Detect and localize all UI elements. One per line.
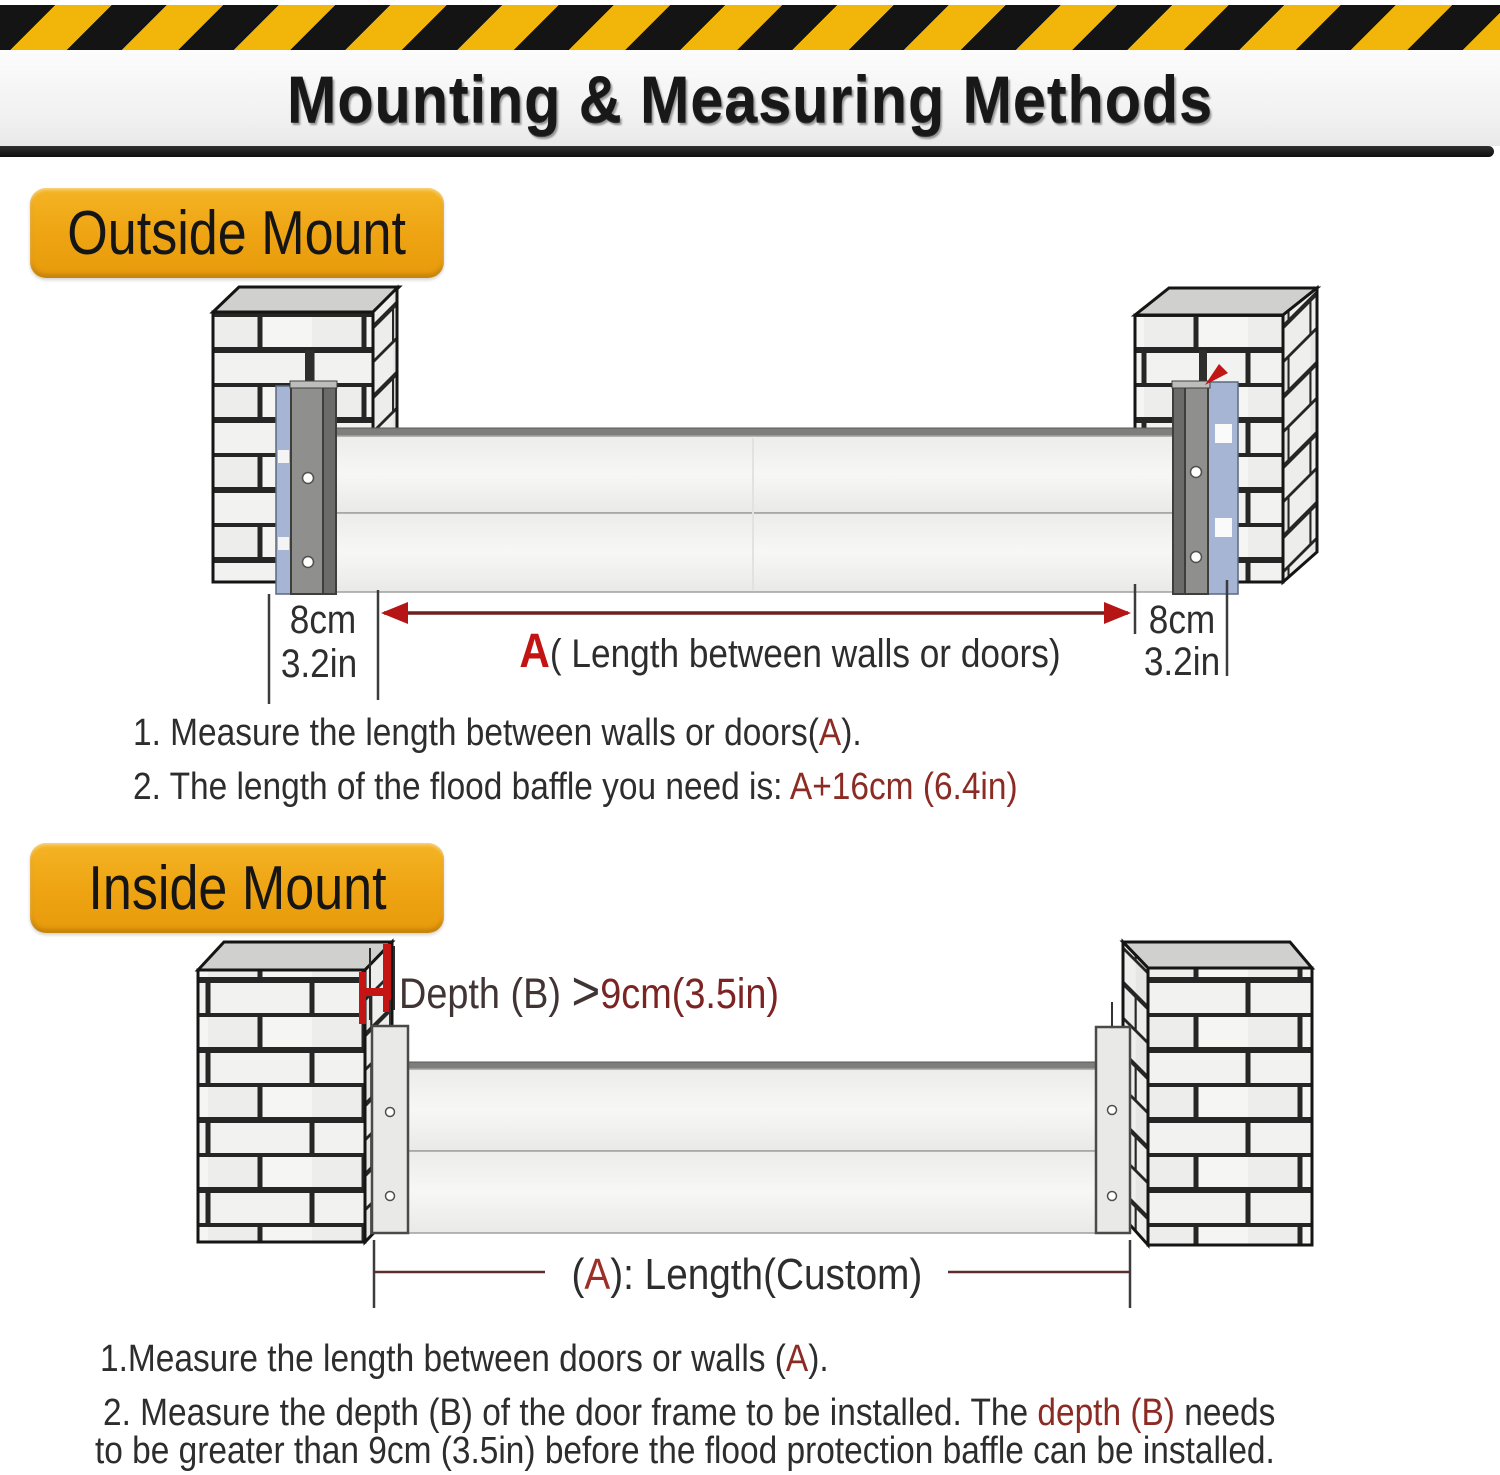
outside-left-bracket <box>290 350 337 594</box>
outside-mount-badge-label: Outside Mount <box>67 198 407 268</box>
outside-step1-variable: A <box>818 712 842 754</box>
outside-step-1 <box>133 712 862 755</box>
outside-mount-badge <box>30 188 444 278</box>
outside-step1-end: ). <box>841 712 862 754</box>
outside-left-seal-strip <box>276 386 291 594</box>
inside-step-1 <box>100 1338 829 1381</box>
inside-step2-end: needs <box>1174 1392 1276 1434</box>
outside-span-label <box>482 624 1098 679</box>
inside-step-2-line-2: to be greater than 9cm (3.5in) before the flood protection baffle can be installed. <box>95 1430 1275 1472</box>
outside-right-margin-cm: 8cm <box>1148 598 1216 642</box>
inside-flood-baffle <box>408 1062 1096 1233</box>
outside-step2-formula: A+16cm (6.4in) <box>789 766 1018 808</box>
greater-than-symbol: > <box>571 959 601 1022</box>
outside-span-description: ( Length between walls or doors) <box>549 632 1061 676</box>
inside-length-text: ): Length(Custom) <box>610 1250 923 1299</box>
outside-span-variable: A <box>519 625 550 678</box>
inside-mount-badge <box>30 843 444 933</box>
inside-step1-text: 1.Measure the length between doors or walls ( <box>100 1338 786 1380</box>
inside-depth-text: Depth (B) <box>399 970 572 1018</box>
outside-right-margin-in: 3.2in <box>1143 640 1221 684</box>
inside-mount-badge-label: Inside Mount <box>87 853 387 923</box>
inside-step2-text: 2. Measure the depth (B) of the door frame to be installed. The <box>103 1392 1038 1434</box>
outside-flood-baffle <box>331 428 1177 592</box>
length-dimension-arrow-icon <box>381 602 1131 624</box>
outside-left-margin-cm: 8cm <box>289 598 357 642</box>
inside-step-2-line-1 <box>103 1392 1275 1435</box>
inside-left-channel <box>372 1000 408 1233</box>
inside-length-label <box>571 1250 923 1300</box>
outside-step1-text: 1. Measure the length between walls or doors( <box>133 712 819 754</box>
outside-step2-text: 2. The length of the flood baffle you need is: <box>133 766 790 808</box>
inside-length-variable: A <box>584 1250 611 1299</box>
inside-length-open: ( <box>571 1250 585 1299</box>
page-title: Mounting & Measuring Methods <box>286 62 1214 136</box>
outside-step-2 <box>133 766 1018 809</box>
inside-right-pillar <box>1123 942 1312 1245</box>
inside-step1-end: ). <box>808 1338 829 1380</box>
inside-depth-value: 9cm(3.5in) <box>600 970 779 1018</box>
inside-depth-label <box>399 956 779 1021</box>
inside-right-channel <box>1096 1002 1130 1233</box>
outside-right-seal-strip <box>1208 382 1238 594</box>
inside-step2-highlight: depth (B) <box>1037 1392 1175 1434</box>
outside-left-margin-in: 3.2in <box>280 642 358 686</box>
inside-step1-variable: A <box>785 1338 809 1380</box>
